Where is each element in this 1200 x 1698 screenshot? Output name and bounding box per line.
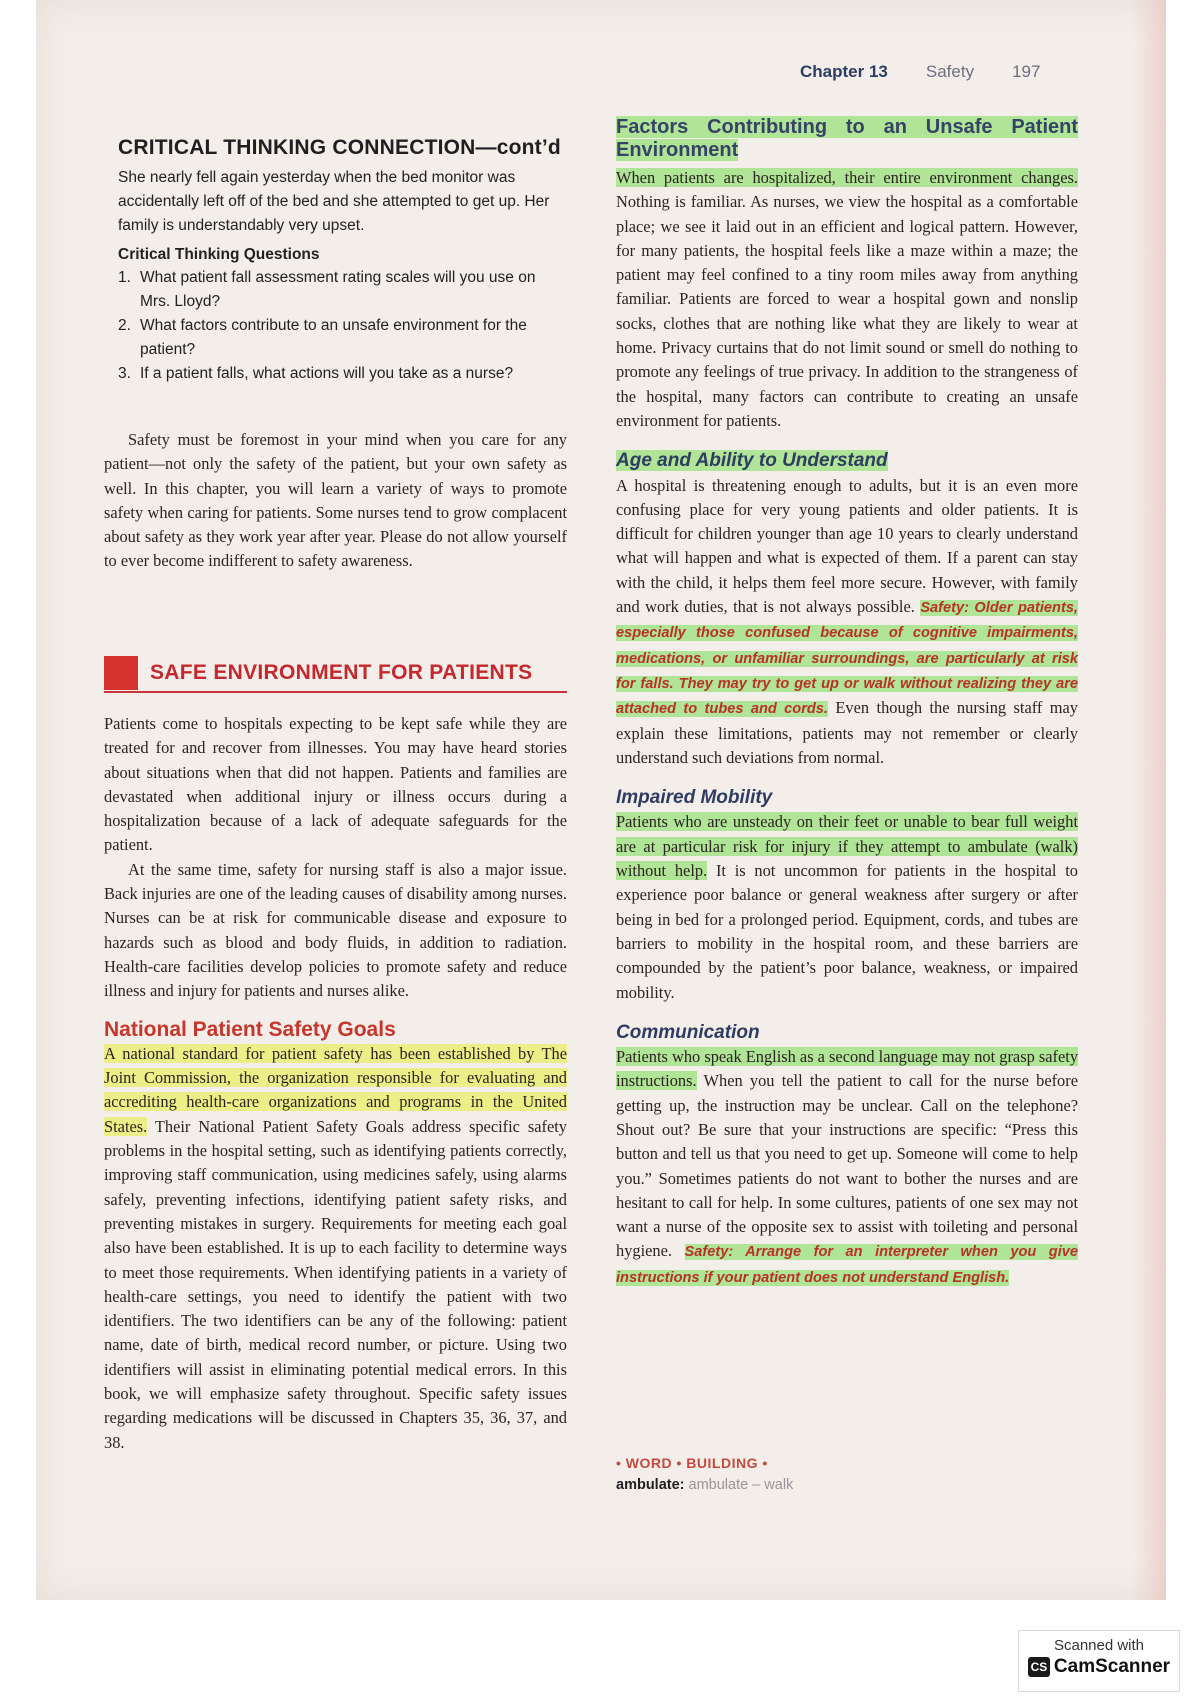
factors-paragraph <box>616 166 1078 433</box>
communication-highlight: Patients who speak English as a second language may not grasp safety instructions. <box>616 1047 1079 1091</box>
section-heading-safe-environment <box>104 655 567 693</box>
age-text: A hospital is threatening enough to adults, but it is an even more confusing place for very young patients and older patients. It is difficult for children younger than age 10 years to clearly understand what will happen and what is expected of them. If a parent can stay with the child, it helps them feel more secure. However, with family and work duties, that is not always possible. <box>616 475 1078 617</box>
question-text: If a patient falls, what actions will you take as a nurse? <box>140 365 514 382</box>
age-paragraph <box>616 474 1078 771</box>
word-building-definition: ambulate – walk <box>688 1477 794 1493</box>
running-head-chapter: Chapter 13 <box>800 62 888 81</box>
factors-highlight: When patients are hospitalized, their entire environment changes. <box>616 168 1078 187</box>
factors-heading <box>616 116 1078 162</box>
age-heading <box>616 449 1078 473</box>
mobility-heading: Impaired Mobility <box>616 787 773 809</box>
question-item <box>118 362 568 386</box>
factors-rest: Nothing is familiar. As nurses, we view the hospital as a comfortable place; we see it laid out in an efficient and logical pattern. However, for many patients, the hospital feels like a maze within a maze; the patient may feel confined to a tiny room miles away from anything familiar. Patients are forced to wear a hospital gown and nonslip socks, clothes that are nothing like what they are likely to wear at home. Privacy curtains that do not limit sound or smell do nothing to promote any feelings of true privacy. In addition to the strangeness of the hospital, many factors can contribute to creating an unsafe environment for patients. <box>616 192 1078 430</box>
communication-rest: When you tell the patient to call for the nurse before getting up, the instruction may be unclear. Call on the telephone? Shout out? Be sure that your instructions are specific: “Press this button and tell us that you need to get up. Someone will come to help you.” Sometimes patients do not want to bother the nurses and are hesitant to call for help. In some cultures, patients of one sex may not want a nurse of the opposite sex to assist with toileting and personal hygiene. <box>616 1071 1078 1261</box>
mobility-highlight: Patients who are unsteady on their feet or unable to bear full weight are at particular risk for injury if they attempt to ambulate (walk) without help. <box>616 812 1078 881</box>
communication-paragraph <box>616 1045 1078 1290</box>
question-number: 2. <box>118 317 131 334</box>
page-edge-shadow <box>1132 0 1166 1600</box>
critical-thinking-title: CRITICAL THINKING CONNECTION—cont’d <box>118 136 561 159</box>
mobility-rest: It is not uncommon for patients in the hospital to experience poor balance or general weakness after surgery or after being in bed for a prolonged period. Equipment, cords, and tubes are barriers to mobility in the hospital room, and these barriers are compounded by the patient’s poor balance, weakness, or impaired mobility. <box>616 861 1078 1002</box>
word-building-entry <box>616 1477 1076 1493</box>
running-head-section: Safety <box>925 62 975 81</box>
critical-thinking-questions-title: Critical Thinking Questions <box>118 246 320 263</box>
section-heading-text: SAFE ENVIRONMENT FOR PATIENTS <box>150 661 533 684</box>
critical-thinking-box <box>118 136 568 386</box>
question-item <box>118 266 568 314</box>
communication-heading: Communication <box>616 1021 760 1043</box>
question-item <box>118 314 568 362</box>
npsg-paragraph <box>104 1042 567 1455</box>
critical-thinking-body: She nearly fell again yesterday when the bed monitor was accidentally left off of the bed and she attempted to get up. Her family is understandably very upset. <box>118 169 550 234</box>
question-number: 3. <box>118 365 131 382</box>
communication-safety-note: Safety: Arrange for an interpreter when you give instructions if your patient does not understand English. <box>616 1244 1078 1286</box>
section-marker-icon <box>104 656 138 690</box>
age-after: Even though the nursing staff may explain these limitations, patients may not remember or clearly understand such deviations from normal. <box>616 698 1078 767</box>
camscanner-top-text: Scanned with <box>1053 1637 1145 1654</box>
safe-env-paragraph-1: Patients come to hospitals expecting to be kept safe while they are treated for and recover from illnesses. You may have heard stories about situations when that did not happen. Patients and families are devastated when additional injury or illness occurs during a hospitalization because of a lack of adequate safeguards for the patient. <box>104 714 567 855</box>
question-text: What factors contribute to an unsafe environment for the patient? <box>140 317 527 358</box>
question-text: What patient fall assessment rating scales will you use on Mrs. Lloyd? <box>140 269 536 310</box>
word-building-term: ambulate: <box>616 1477 685 1493</box>
camscanner-brand-text: CamScanner <box>1053 1656 1171 1677</box>
question-number: 1. <box>118 269 131 286</box>
critical-thinking-questions <box>118 266 568 386</box>
page-number: 197 <box>1012 62 1041 81</box>
npsg-highlight: A national standard for patient safety has been established by The Joint Commission, the organization responsible for evaluating and accrediting health-care organizations and programs in the United States. <box>104 1043 567 1136</box>
npsg-heading: National Patient Safety Goals <box>104 1017 396 1041</box>
intro-paragraph: Safety must be foremost in your mind when you care for any patient—not only the safety of the patient, but your own safety as well. In this chapter, you will learn a variety of ways to promote safety when caring for patients. Some nurses tend to grow complacent about safety as they work year after year. Please do not allow yourself to ever become indifferent to safety awareness. <box>104 430 567 571</box>
camscanner-brand <box>1019 1656 1179 1678</box>
right-column <box>616 116 1078 1290</box>
age-safety-note: Safety: Older patients, especially those confused because of cognitive impairments, medications, or unfamiliar surroundings, are particularly at risk for falls. They may try to get up or walk without realizing they are attached to tubes and cords. <box>616 600 1078 718</box>
running-head <box>800 62 1100 82</box>
word-building-title: • WORD • BUILDING • <box>616 1455 768 1471</box>
intro-section <box>104 428 567 574</box>
safe-environment-section <box>104 712 567 1455</box>
npsg-rest: Their National Patient Safety Goals address specific safety problems in the hospital setting, such as identifying patients correctly, improving staff communication, using medicines safely, using alarms safely, preventing infections, identifying patient safety risks, and preventing mistakes in surgery. Requirements for meeting each goal also have been established. It is up to each facility to determine ways to meet those requirements. When identifying patients in a variety of health-care settings, you need to identify the patient with two identifiers. The two identifiers can be any of the following: patient name, date of birth, medical record number, or picture. Using two identifiers will assist in eliminating potential medical errors. In this book, we will emphasize safety throughout. Specific safety issues regarding medications will be discussed in Chapters 35, 36, 37, and 38. <box>104 1116 567 1452</box>
mobility-paragraph <box>616 810 1078 1004</box>
age-heading-text: Age and Ability to Understand <box>616 450 888 472</box>
factors-heading-text: Factors Contributing to an Unsafe Patient Environment <box>616 116 1078 161</box>
camscanner-watermark <box>1018 1630 1180 1692</box>
camscanner-logo-icon: CS <box>1028 1657 1050 1677</box>
word-building-box <box>616 1455 1076 1493</box>
safe-env-paragraph-2: At the same time, safety for nursing staff is also a major issue. Back injuries are one of the leading causes of disability among nurses. Nurses can be at risk for communicable disease and exposure to hazards such as blood and body fluids, in addition to radiation. Health-care facilities develop policies to promote safety and reduce illness and injury for patients and nurses alike. <box>104 859 567 1001</box>
